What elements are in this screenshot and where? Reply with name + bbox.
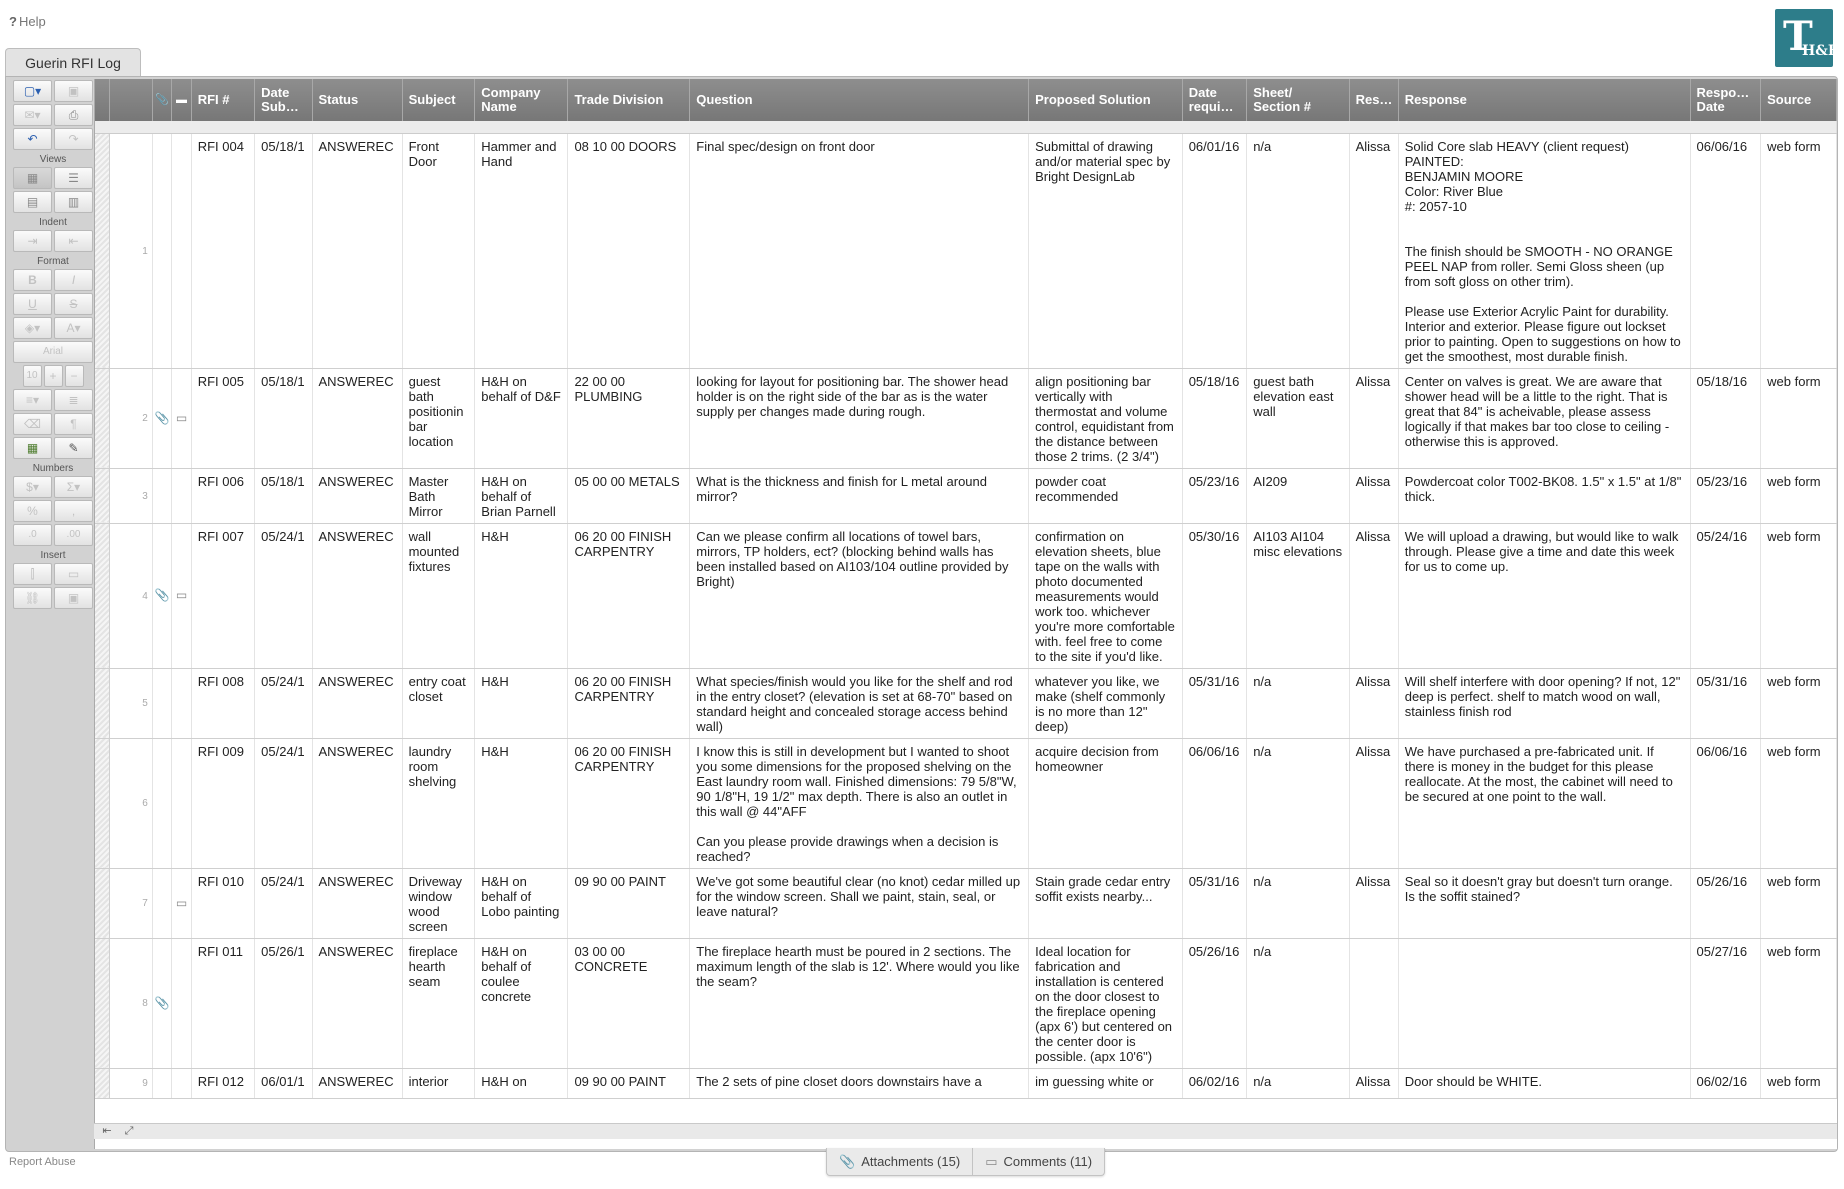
- cell-company-name[interactable]: H&H on behalf of Lobo painting: [475, 868, 568, 938]
- cell-source[interactable]: web form: [1761, 468, 1837, 523]
- cell-date-submitted[interactable]: 05/24/1: [255, 738, 312, 868]
- rfi-grid: [94, 79, 1837, 1149]
- cell-proposed-solution[interactable]: powder coat recommended: [1029, 468, 1183, 523]
- percent-icon[interactable]: %: [13, 500, 52, 522]
- help-icon: ?: [9, 14, 17, 29]
- cell-subject[interactable]: Front Door: [402, 133, 475, 368]
- sheet-tab[interactable]: Guerin RFI Log: [5, 48, 141, 77]
- attachment-icon[interactable]: [152, 868, 171, 938]
- cell-date-required[interactable]: 05/26/16: [1182, 938, 1247, 1068]
- cell-question[interactable]: The 2 sets of pine closet doors downstairs have a: [690, 1068, 1029, 1098]
- grid-bottom-bar: [94, 1123, 1837, 1139]
- header-row: [95, 79, 1837, 121]
- cell-rfi-number[interactable]: RFI 007: [191, 523, 254, 668]
- cell-sheet-section[interactable]: guest bath elevation east wall: [1247, 368, 1349, 468]
- rfi-table: [95, 79, 1837, 1099]
- cell-response[interactable]: Center on valves is great. We are aware that shower head will be a little to the right. That is great that 84" is acheivable, please assess logically if that makes bar too close to ceiling - otherwise this is approved.: [1398, 368, 1690, 468]
- clear-format-icon[interactable]: ⌫: [13, 413, 52, 435]
- cell-date-required[interactable]: 06/06/16: [1182, 738, 1247, 868]
- insert-row-icon[interactable]: ▭: [54, 563, 93, 585]
- header-grip: [95, 79, 109, 121]
- cell-response-date[interactable]: 05/27/16: [1690, 938, 1761, 1068]
- collapse-icon[interactable]: ⇤: [102, 1125, 112, 1137]
- row-number[interactable]: 2: [109, 368, 152, 468]
- table-row[interactable]: [95, 668, 1837, 738]
- cell-rfi-number[interactable]: RFI 012: [191, 1068, 254, 1098]
- left-toolbar: ▢▾ ▣ ✉▾ ⎙ ↶ ↷ Views ▦ ☰ ▤ ▥ Indent ⇥ ⇤ Format B I U S ◈▾ A▾ Arial 10 + − ≡▾ ≣ ⌫ ¶ ▦ ✎ Numbers $▾ Σ▾ % , .0 .00 Insert ⫿ ▭ ⛓ ▣: [11, 80, 95, 611]
- link-icon[interactable]: ⛓: [13, 587, 52, 609]
- cell-proposed-solution[interactable]: confirmation on elevation sheets, blue tape on the walls with photo documented measurements would work too. whichever you're more comfortable with. feel free to come to the site if you'd like.: [1029, 523, 1183, 668]
- image-icon[interactable]: ▣: [54, 587, 93, 609]
- cell-sheet-section[interactable]: n/a: [1247, 738, 1349, 868]
- header-trade-division[interactable]: Trade Division: [568, 79, 690, 121]
- cell-date-submitted[interactable]: 05/24/1: [255, 668, 312, 738]
- conditional-format-icon[interactable]: ▦: [13, 437, 52, 459]
- cell-source[interactable]: web form: [1761, 1068, 1837, 1098]
- cell-date-submitted[interactable]: 05/18/1: [255, 368, 312, 468]
- insert-column-icon[interactable]: ⫿: [13, 563, 52, 585]
- attachment-icon[interactable]: 📎: [152, 938, 171, 1068]
- bottom-panel-tabs: [826, 1148, 1105, 1176]
- comment-icon[interactable]: ▭: [172, 368, 191, 468]
- cell-company-name[interactable]: H&H on behalf of Brian Parnell: [475, 468, 568, 523]
- indent-icon[interactable]: ⇥: [13, 230, 52, 252]
- cell-status[interactable]: ANSWEREC: [312, 938, 402, 1068]
- cell-responder[interactable]: Alissa: [1349, 523, 1398, 668]
- undo-icon[interactable]: ↶: [13, 128, 52, 150]
- decrease-decimal-icon[interactable]: .0: [13, 524, 52, 546]
- cell-sheet-section[interactable]: n/a: [1247, 1068, 1349, 1098]
- cell-date-required[interactable]: 05/31/16: [1182, 868, 1247, 938]
- redo-icon[interactable]: ↷: [54, 128, 93, 150]
- attachment-icon[interactable]: [152, 668, 171, 738]
- cell-responder[interactable]: Alissa: [1349, 1068, 1398, 1098]
- align-icon[interactable]: ≡▾: [13, 389, 52, 411]
- attachment-icon[interactable]: 📎: [152, 368, 171, 468]
- cell-company-name[interactable]: Hammer and Hand: [475, 133, 568, 368]
- attachment-icon[interactable]: 📎: [152, 523, 171, 668]
- increase-decimal-icon[interactable]: .00: [54, 524, 93, 546]
- cell-trade-division[interactable]: 09 90 00 PAINT: [568, 868, 690, 938]
- cell-response-date[interactable]: 05/24/16: [1690, 523, 1761, 668]
- cell-sheet-section[interactable]: n/a: [1247, 868, 1349, 938]
- cell-date-required[interactable]: 05/30/16: [1182, 523, 1247, 668]
- cell-sheet-section[interactable]: n/a: [1247, 668, 1349, 738]
- cell-status[interactable]: ANSWEREC: [312, 868, 402, 938]
- cell-responder[interactable]: Alissa: [1349, 868, 1398, 938]
- cell-status[interactable]: ANSWEREC: [312, 668, 402, 738]
- header-sheet-section[interactable]: Sheet/ Section #: [1247, 79, 1349, 121]
- row-number[interactable]: 9: [109, 1068, 152, 1098]
- row-grip[interactable]: [95, 1068, 109, 1098]
- cell-trade-division[interactable]: 03 00 00 CONCRETE: [568, 938, 690, 1068]
- cell-sheet-section[interactable]: n/a: [1247, 133, 1349, 368]
- header-date-required[interactable]: Date requi…: [1182, 79, 1247, 121]
- header-date-submitted[interactable]: Date Sub…: [255, 79, 312, 121]
- cell-responder[interactable]: Alissa: [1349, 468, 1398, 523]
- cell-rfi-number[interactable]: RFI 004: [191, 133, 254, 368]
- cell-status[interactable]: ANSWEREC: [312, 368, 402, 468]
- cell-trade-division[interactable]: 05 00 00 METALS: [568, 468, 690, 523]
- cell-status[interactable]: ANSWEREC: [312, 468, 402, 523]
- cell-response[interactable]: Will shelf interfere with door opening? If not, 12" deep is perfect. shelf to match wood on wall, stainless finish rod: [1398, 668, 1690, 738]
- row-number[interactable]: 8: [109, 938, 152, 1068]
- table-row[interactable]: [95, 1068, 1837, 1098]
- cell-trade-division[interactable]: 06 20 00 FINISH CARPENTRY: [568, 738, 690, 868]
- cell-source[interactable]: web form: [1761, 523, 1837, 668]
- header-response-date[interactable]: Respo… Date: [1690, 79, 1761, 121]
- cell-subject[interactable]: laundry room shelving: [402, 738, 475, 868]
- row-number[interactable]: 5: [109, 668, 152, 738]
- header-company-name[interactable]: Company Name: [475, 79, 568, 121]
- cell-date-required[interactable]: 06/02/16: [1182, 1068, 1247, 1098]
- cell-company-name[interactable]: H&H: [475, 668, 568, 738]
- cell-source[interactable]: web form: [1761, 938, 1837, 1068]
- cell-trade-division[interactable]: 08 10 00 DOORS: [568, 133, 690, 368]
- cell-proposed-solution[interactable]: align positioning bar vertically with thermostat and volume control, equidistant from the distance between those 2 trims. (2 3/4"): [1029, 368, 1183, 468]
- cell-source[interactable]: web form: [1761, 668, 1837, 738]
- header-source[interactable]: Source: [1761, 79, 1837, 121]
- print-icon[interactable]: ⎙: [54, 104, 93, 126]
- report-abuse-link[interactable]: Report Abuse: [9, 1156, 76, 1168]
- paperclip-icon: 📎: [839, 1154, 856, 1169]
- comment-icon[interactable]: [172, 468, 191, 523]
- cell-date-submitted[interactable]: 05/24/1: [255, 868, 312, 938]
- row-number[interactable]: 4: [109, 523, 152, 668]
- header-subject[interactable]: Subject: [402, 79, 475, 121]
- cell-proposed-solution[interactable]: im guessing white or: [1029, 1068, 1183, 1098]
- cell-response[interactable]: [1398, 938, 1690, 1068]
- card-view-icon[interactable]: ▤: [13, 191, 52, 213]
- cell-trade-division[interactable]: 06 20 00 FINISH CARPENTRY: [568, 523, 690, 668]
- comment-icon[interactable]: [172, 668, 191, 738]
- row-grip[interactable]: [95, 868, 109, 938]
- row-grip[interactable]: [95, 468, 109, 523]
- cell-proposed-solution[interactable]: whatever you like, we make (shelf commonly is no more than 12" deep): [1029, 668, 1183, 738]
- cell-response[interactable]: Seal so it doesn't gray but doesn't turn orange. Is the soffit stained?: [1398, 868, 1690, 938]
- cell-date-required[interactable]: 05/18/16: [1182, 368, 1247, 468]
- company-logo: T H&H: [1775, 9, 1833, 67]
- cell-status[interactable]: ANSWEREC: [312, 738, 402, 868]
- header-rfi-number[interactable]: RFI #: [191, 79, 254, 121]
- row-grip[interactable]: [95, 523, 109, 668]
- email-icon[interactable]: ✉▾: [13, 104, 52, 126]
- cell-question[interactable]: Final spec/design on front door: [690, 133, 1029, 368]
- strikethrough-icon[interactable]: S: [54, 293, 93, 315]
- cell-date-submitted[interactable]: 05/26/1: [255, 938, 312, 1068]
- cell-date-submitted[interactable]: 06/01/1: [255, 1068, 312, 1098]
- decrease-size-icon[interactable]: −: [65, 365, 84, 387]
- cell-subject[interactable]: entry coat closet: [402, 668, 475, 738]
- cell-response-date[interactable]: 05/31/16: [1690, 668, 1761, 738]
- cell-question[interactable]: We've got some beautiful clear (no knot) cedar milled up for the window screen. Shall we paint, stain, seal, or leave natural?: [690, 868, 1029, 938]
- header-responder[interactable]: Res…: [1349, 79, 1398, 121]
- underline-icon[interactable]: U: [13, 293, 52, 315]
- comment-icon[interactable]: [172, 133, 191, 368]
- row-number[interactable]: 1: [109, 133, 152, 368]
- cell-source[interactable]: web form: [1761, 133, 1837, 368]
- cell-subject[interactable]: Master Bath Mirror: [402, 468, 475, 523]
- row-number[interactable]: 7: [109, 868, 152, 938]
- cell-response[interactable]: We have purchased a pre-fabricated unit. If there is money in the budget for this please reallocate. At the most, the cabinet will need to be secured at one point to the wall.: [1398, 738, 1690, 868]
- cell-date-required[interactable]: 05/31/16: [1182, 668, 1247, 738]
- text-color-icon[interactable]: A▾: [54, 317, 93, 339]
- table-row[interactable]: [95, 468, 1837, 523]
- cell-subject[interactable]: fireplace hearth seam: [402, 938, 475, 1068]
- cell-rfi-number[interactable]: RFI 008: [191, 668, 254, 738]
- cell-rfi-number[interactable]: RFI 010: [191, 868, 254, 938]
- cell-response[interactable]: Door should be WHITE.: [1398, 1068, 1690, 1098]
- row-grip[interactable]: [95, 668, 109, 738]
- cell-company-name[interactable]: H&H: [475, 523, 568, 668]
- table-row[interactable]: [95, 368, 1837, 468]
- cell-subject[interactable]: wall mounted fixtures: [402, 523, 475, 668]
- cell-subject[interactable]: Driveway window wood screen: [402, 868, 475, 938]
- sum-icon[interactable]: Σ▾: [54, 476, 93, 498]
- comment-icon[interactable]: [172, 938, 191, 1068]
- cell-question[interactable]: The fireplace hearth must be poured in 2 sections. The maximum length of the slab is 12'. Where would you like the seam?: [690, 938, 1029, 1068]
- cell-response-date[interactable]: 05/26/16: [1690, 868, 1761, 938]
- cell-responder[interactable]: [1349, 938, 1398, 1068]
- cell-date-required[interactable]: 05/23/16: [1182, 468, 1247, 523]
- header-status[interactable]: Status: [312, 79, 402, 121]
- cell-response-date[interactable]: 06/06/16: [1690, 133, 1761, 368]
- cell-response[interactable]: Powdercoat color T002-BK08. 1.5" x 1.5" at 1/8" thick.: [1398, 468, 1690, 523]
- grid-view-icon[interactable]: ▦: [13, 167, 52, 189]
- cell-responder[interactable]: Alissa: [1349, 368, 1398, 468]
- cell-question[interactable]: looking for layout for positioning bar. The shower head holder is on the right side of the bar as is the water supply per changes made during rough.: [690, 368, 1029, 468]
- cell-question[interactable]: What species/finish would you like for the shelf and rod in the entry closet? (elevation is set at 68-70" based on standard height and concealed storage access behind wall): [690, 668, 1029, 738]
- cell-trade-division[interactable]: 09 90 00 PAINT: [568, 1068, 690, 1098]
- comment-icon[interactable]: [172, 1068, 191, 1098]
- cell-rfi-number[interactable]: RFI 006: [191, 468, 254, 523]
- header-attachment-icon[interactable]: 📎: [152, 79, 171, 121]
- increase-size-icon[interactable]: +: [44, 365, 63, 387]
- cell-source[interactable]: web form: [1761, 738, 1837, 868]
- cell-date-submitted[interactable]: 05/24/1: [255, 523, 312, 668]
- comment-icon: ▭: [985, 1154, 998, 1169]
- cell-source[interactable]: web form: [1761, 368, 1837, 468]
- cell-subject[interactable]: guest bath positionin bar location: [402, 368, 475, 468]
- sheet-frame: [5, 76, 1838, 1152]
- cell-rfi-number[interactable]: RFI 011: [191, 938, 254, 1068]
- cell-proposed-solution[interactable]: Stain grade cedar entry soffit exists nearby...: [1029, 868, 1183, 938]
- outdent-icon[interactable]: ⇤: [54, 230, 93, 252]
- attachment-icon[interactable]: [152, 133, 171, 368]
- header-response[interactable]: Response: [1398, 79, 1690, 121]
- attachment-icon[interactable]: [152, 1068, 171, 1098]
- fullscreen-icon[interactable]: ⤢: [124, 1125, 134, 1137]
- cell-sheet-section[interactable]: n/a: [1247, 938, 1349, 1068]
- cell-responder[interactable]: Alissa: [1349, 133, 1398, 368]
- cell-response[interactable]: Solid Core slab HEAVY (client request) PAINTED: BENJAMIN MOORE Color: River Blue #: 2057-10 The finish should be SMOOTH - NO ORANGE PEEL NAP from roller. Semi Gloss sheen (up from soft gloss on other trim). Please use Exterior Acrylic Paint for durability. Interior and exterior. Please figure out lockset prior to painting. Open to suggestions on how to get the smoothest, most durable finish.: [1398, 133, 1690, 368]
- save-icon[interactable]: ▣: [54, 80, 93, 102]
- attachment-icon[interactable]: [152, 738, 171, 868]
- calendar-view-icon[interactable]: ▥: [54, 191, 93, 213]
- row-grip[interactable]: [95, 938, 109, 1068]
- bold-icon[interactable]: B: [13, 269, 52, 291]
- cell-source[interactable]: web form: [1761, 868, 1837, 938]
- row-grip[interactable]: [95, 738, 109, 868]
- cell-status[interactable]: ANSWEREC: [312, 1068, 402, 1098]
- fill-color-icon[interactable]: ◈▾: [13, 317, 52, 339]
- cell-question[interactable]: I know this is still in development but I wanted to shoot you some dimensions for the proposed shelving on the East laundry room wall. Finished dimensions: 79 5/8"W, 90 1/8"H, 19 1/2" max depth. There is also an outlet in this wall @ 44"AFF Can you please provide drawings when a decision is reached?: [690, 738, 1029, 868]
- header-spacer-row: [95, 121, 1837, 133]
- cell-company-name[interactable]: H&H on behalf of coulee concrete: [475, 938, 568, 1068]
- cell-question[interactable]: What is the thickness and finish for L metal around mirror?: [690, 468, 1029, 523]
- cell-question[interactable]: Can we please confirm all locations of towel bars, mirrors, TP holders, ect? (blocking behind walls has been installed based on AI103/104 outline provided by Bright): [690, 523, 1029, 668]
- table-row[interactable]: [95, 738, 1837, 868]
- attachment-icon[interactable]: [152, 468, 171, 523]
- table-row[interactable]: [95, 868, 1837, 938]
- table-row[interactable]: [95, 523, 1837, 668]
- row-number[interactable]: 3: [109, 468, 152, 523]
- cell-company-name[interactable]: H&H on behalf of D&F: [475, 368, 568, 468]
- comments-tab[interactable]: ▭ Comments (11): [985, 1154, 1093, 1169]
- header-question[interactable]: Question: [690, 79, 1029, 121]
- cell-status[interactable]: ANSWEREC: [312, 133, 402, 368]
- cell-responder[interactable]: Alissa: [1349, 668, 1398, 738]
- cell-status[interactable]: ANSWEREC: [312, 523, 402, 668]
- cell-response[interactable]: We will upload a drawing, but would like to walk through. Please give a time and date this week for us to come up.: [1398, 523, 1690, 668]
- cell-proposed-solution[interactable]: Submittal of drawing and/or material spec by Bright DesignLab: [1029, 133, 1183, 368]
- cell-rfi-number[interactable]: RFI 005: [191, 368, 254, 468]
- cell-sheet-section[interactable]: AI103 AI104 misc elevations: [1247, 523, 1349, 668]
- row-number[interactable]: 6: [109, 738, 152, 868]
- new-row-icon[interactable]: ▢▾: [13, 80, 52, 102]
- header-rownum: [109, 79, 152, 121]
- table-row[interactable]: [95, 133, 1837, 368]
- cell-proposed-solution[interactable]: acquire decision from homeowner: [1029, 738, 1183, 868]
- row-grip[interactable]: [95, 368, 109, 468]
- help-link[interactable]: ? Help: [9, 14, 46, 29]
- comment-icon[interactable]: [172, 738, 191, 868]
- thousands-icon[interactable]: ,: [54, 500, 93, 522]
- highlight-icon[interactable]: ✎: [54, 437, 93, 459]
- cell-trade-division[interactable]: 22 00 00 PLUMBING: [568, 368, 690, 468]
- format-painter-icon[interactable]: ¶: [54, 413, 93, 435]
- attachments-tab[interactable]: 📎 Attachments (15): [827, 1148, 973, 1175]
- row-grip[interactable]: [95, 133, 109, 368]
- table-row[interactable]: [95, 938, 1837, 1068]
- cell-response-date[interactable]: 05/18/16: [1690, 368, 1761, 468]
- font-family-select[interactable]: Arial: [13, 341, 93, 363]
- cell-responder[interactable]: Alissa: [1349, 738, 1398, 868]
- wrap-icon[interactable]: ≣: [54, 389, 93, 411]
- cell-trade-division[interactable]: 06 20 00 FINISH CARPENTRY: [568, 668, 690, 738]
- cell-date-required[interactable]: 06/01/16: [1182, 133, 1247, 368]
- cell-response-date[interactable]: 05/23/16: [1690, 468, 1761, 523]
- currency-icon[interactable]: $▾: [13, 476, 52, 498]
- cell-rfi-number[interactable]: RFI 009: [191, 738, 254, 868]
- gantt-view-icon[interactable]: ☰: [54, 167, 93, 189]
- cell-date-submitted[interactable]: 05/18/1: [255, 133, 312, 368]
- cell-subject[interactable]: interior: [402, 1068, 475, 1098]
- cell-date-submitted[interactable]: 05/18/1: [255, 468, 312, 523]
- font-size-select[interactable]: 10: [23, 365, 42, 387]
- cell-response-date[interactable]: 06/06/16: [1690, 738, 1761, 868]
- header-proposed-solution[interactable]: Proposed Solution: [1029, 79, 1183, 121]
- cell-company-name[interactable]: H&H on: [475, 1068, 568, 1098]
- header-comment-icon[interactable]: ▬: [172, 79, 191, 121]
- cell-response-date[interactable]: 06/02/16: [1690, 1068, 1761, 1098]
- cell-proposed-solution[interactable]: Ideal location for fabrication and installation is centered on the door closest to the fireplace opening (apx 6') but centered on the center door is possible. (apx 10'6"): [1029, 938, 1183, 1068]
- comment-icon[interactable]: ▭: [172, 523, 191, 668]
- italic-icon[interactable]: I: [54, 269, 93, 291]
- cell-sheet-section[interactable]: AI209: [1247, 468, 1349, 523]
- cell-company-name[interactable]: H&H: [475, 738, 568, 868]
- comment-icon[interactable]: ▭: [172, 868, 191, 938]
